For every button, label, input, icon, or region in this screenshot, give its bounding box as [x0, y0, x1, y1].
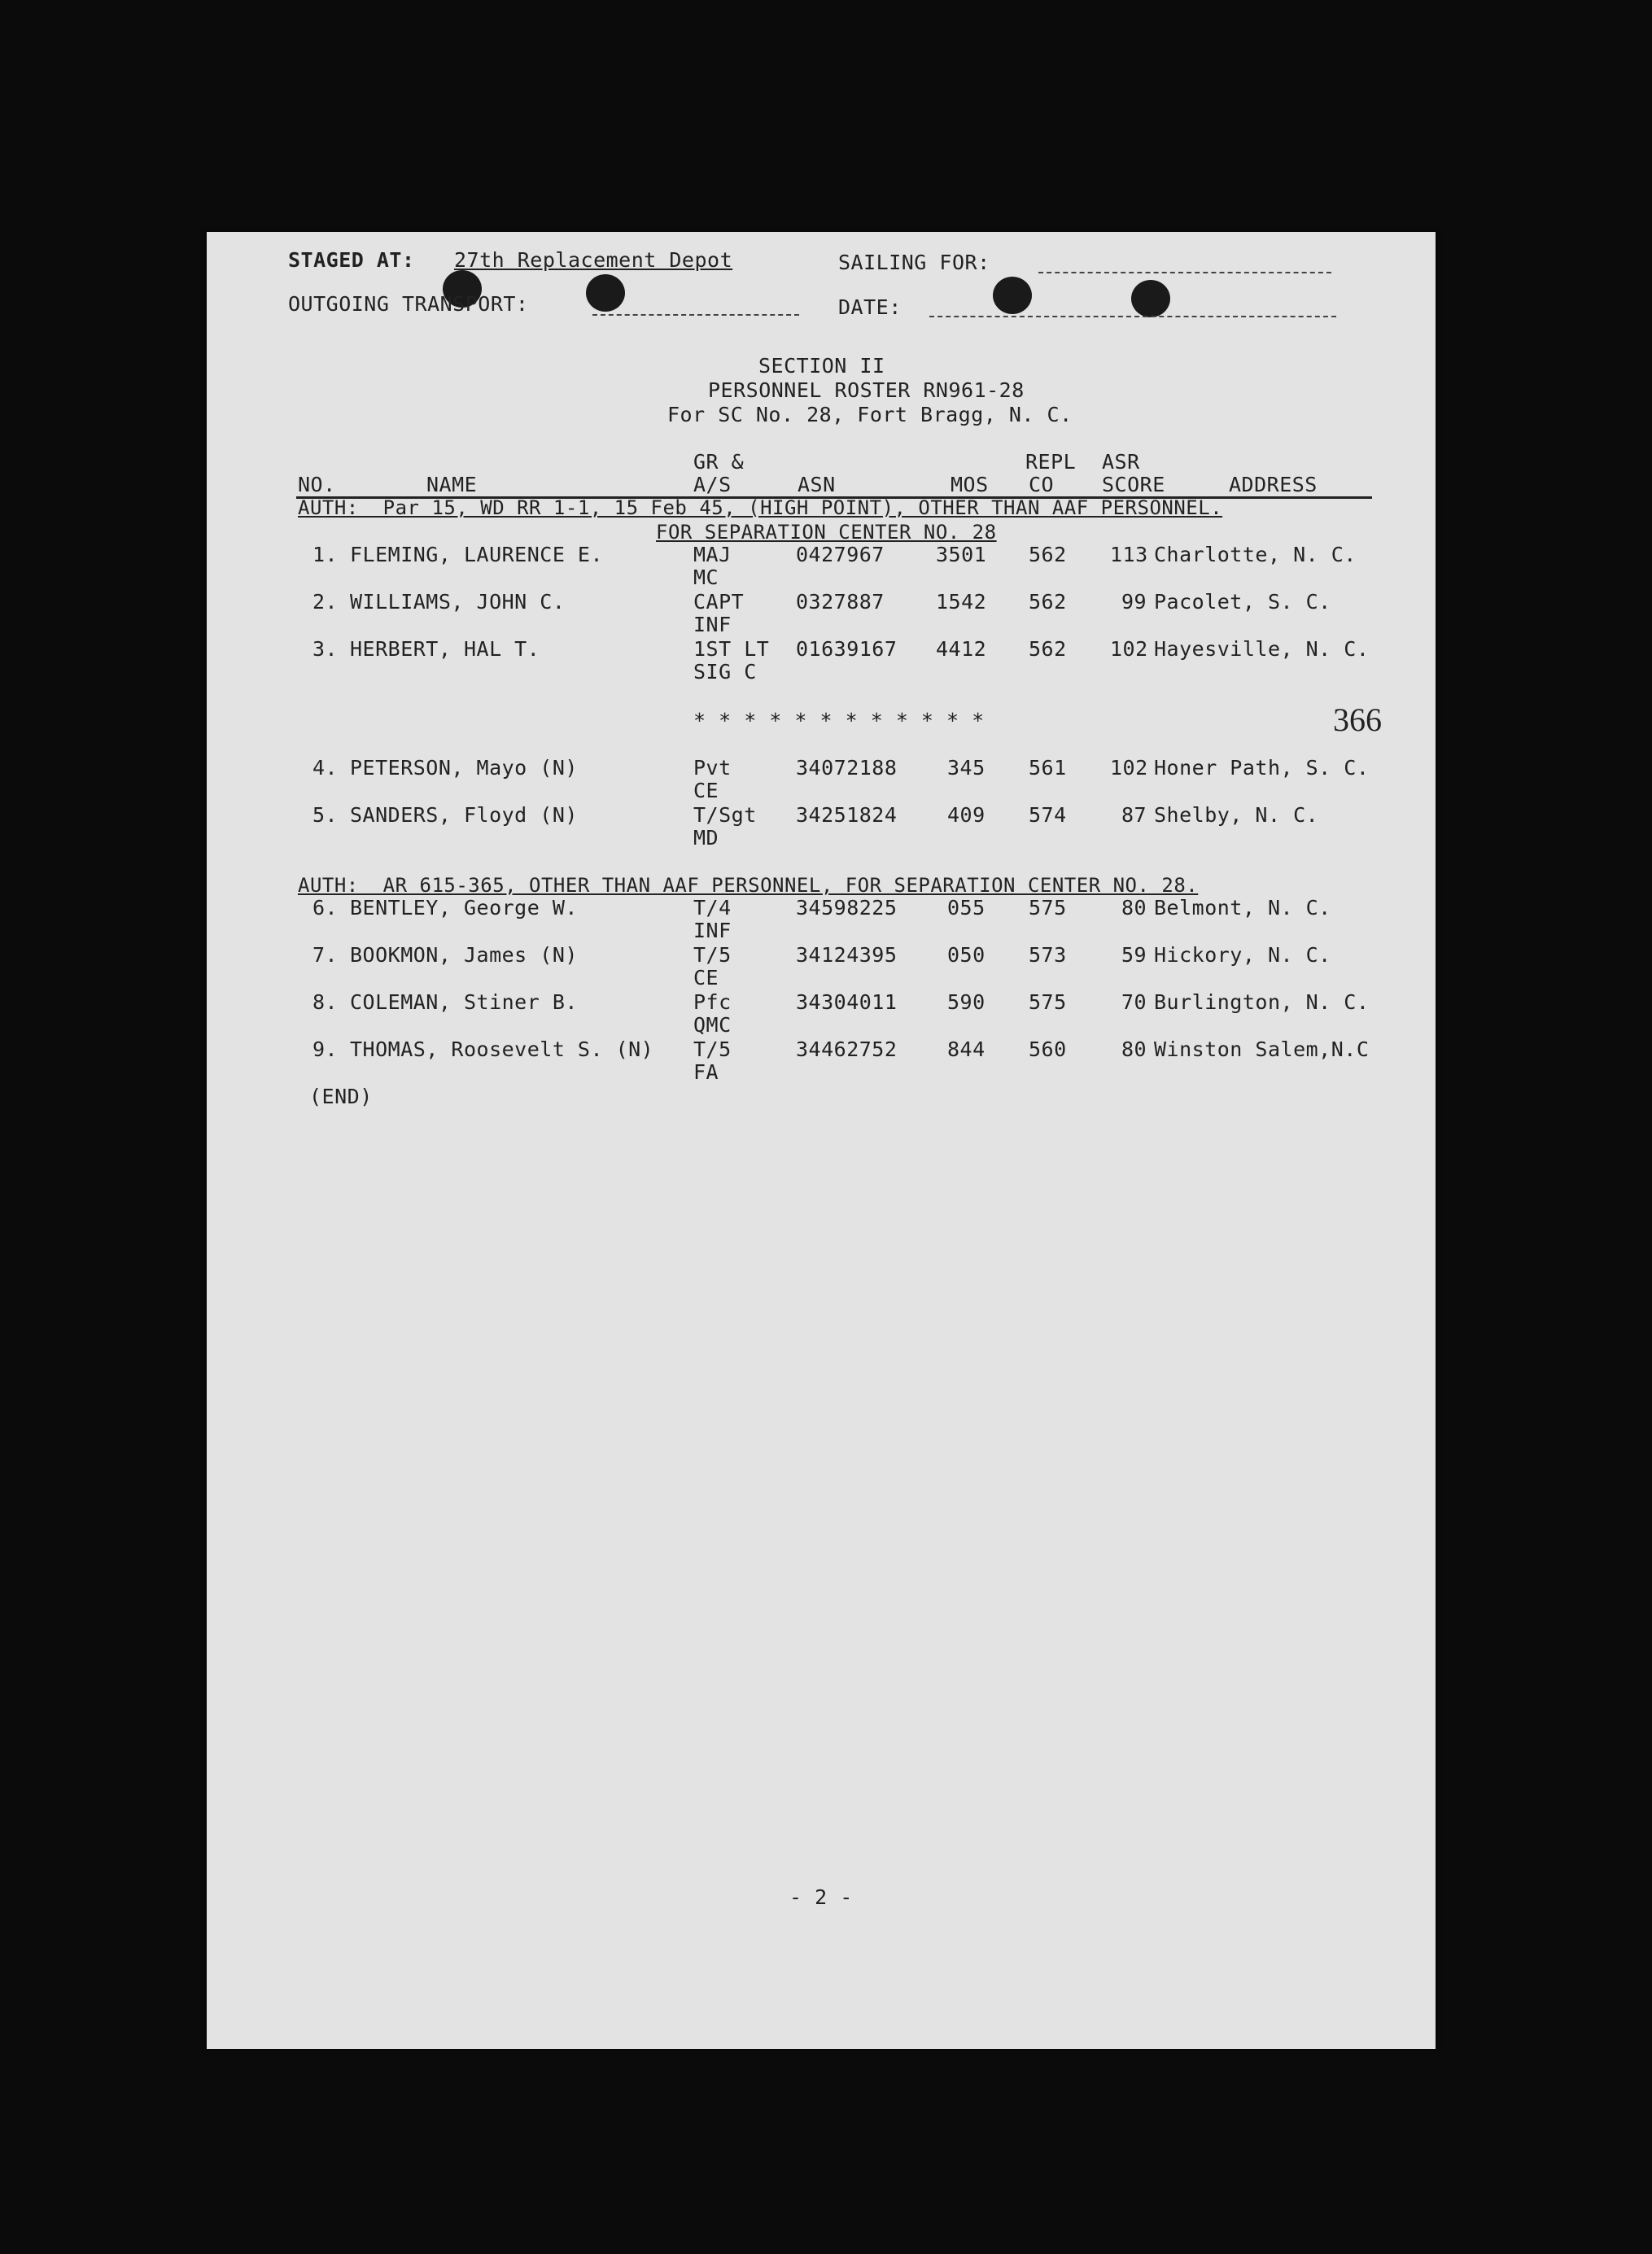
row-name: COLEMAN, Stiner B. — [350, 990, 578, 1014]
row-arm-service: CE — [693, 779, 719, 802]
row-arm-service: INF — [693, 613, 732, 636]
row-name: WILLIAMS, JOHN C. — [350, 590, 566, 614]
row-repl-co: 573 — [1029, 943, 1067, 967]
row-asr-score: 70 — [1121, 990, 1147, 1014]
col-no: NO. — [298, 473, 336, 496]
row-no: 5. — [312, 803, 339, 827]
row-asr-score: 102 — [1110, 756, 1148, 780]
row-name: SANDERS, Floyd (N) — [350, 803, 578, 827]
row-name: HERBERT, HAL T. — [350, 637, 540, 661]
row-repl-co: 562 — [1029, 637, 1067, 661]
row-grade: T/5 — [693, 943, 732, 967]
row-name: BOOKMON, James (N) — [350, 943, 578, 967]
row-repl-co: 561 — [1029, 756, 1067, 780]
row-asn: 0427967 — [796, 543, 885, 566]
row-no: 2. — [312, 590, 339, 614]
row-name: THOMAS, Roosevelt S. (N) — [350, 1037, 654, 1061]
row-name: BENTLEY, George W. — [350, 896, 578, 920]
row-no: 8. — [312, 990, 339, 1014]
col-asn: ASN — [798, 473, 836, 496]
row-address: Burlington, N. C. — [1154, 990, 1370, 1014]
row-mos: 050 — [947, 943, 986, 967]
row-address: Pacolet, S. C. — [1154, 590, 1331, 614]
date-blank — [929, 316, 1336, 317]
row-mos: 4412 — [936, 637, 987, 661]
row-asn: 0327887 — [796, 590, 885, 614]
row-no: 4. — [312, 756, 339, 780]
row-grade: CAPT — [693, 590, 745, 614]
row-mos: 844 — [947, 1037, 986, 1061]
row-arm-service: FA — [693, 1060, 719, 1084]
section-title: SECTION II — [758, 354, 885, 378]
col-mos: MOS — [951, 473, 989, 496]
row-grade: MAJ — [693, 543, 732, 566]
col-asr-top: ASR — [1102, 450, 1140, 474]
row-asr-score: 59 — [1121, 943, 1147, 967]
row-grade: Pfc — [693, 990, 732, 1014]
row-arm-service: INF — [693, 919, 732, 942]
row-asr-score: 113 — [1110, 543, 1148, 566]
row-mos: 1542 — [936, 590, 987, 614]
punch-hole-3 — [993, 277, 1032, 314]
row-repl-co: 575 — [1029, 990, 1067, 1014]
row-address: Hayesville, N. C. — [1154, 637, 1370, 661]
row-grade: Pvt — [693, 756, 732, 780]
row-asr-score: 99 — [1121, 590, 1147, 614]
row-grade: T/4 — [693, 896, 732, 920]
row-asn: 34598225 — [796, 896, 898, 920]
staged-at-value: 27th Replacement Depot — [454, 248, 733, 272]
row-asr-score: 80 — [1121, 1037, 1147, 1061]
date-label: DATE: — [838, 295, 902, 319]
row-no: 6. — [312, 896, 339, 920]
row-asn: 34462752 — [796, 1037, 898, 1061]
row-mos: 3501 — [936, 543, 987, 566]
document-page — [207, 232, 1436, 2049]
row-repl-co: 574 — [1029, 803, 1067, 827]
row-repl-co: 562 — [1029, 543, 1067, 566]
row-repl-co: 575 — [1029, 896, 1067, 920]
row-no: 7. — [312, 943, 339, 967]
sailing-for-blank — [1038, 272, 1331, 273]
row-arm-service: MD — [693, 826, 719, 850]
row-repl-co: 562 — [1029, 590, 1067, 614]
end-marker: (END) — [309, 1085, 373, 1108]
col-address: ADDRESS — [1229, 473, 1318, 496]
row-address: Winston Salem,N.C — [1154, 1037, 1370, 1061]
row-asn: 34072188 — [796, 756, 898, 780]
row-asr-score: 87 — [1121, 803, 1147, 827]
outgoing-transport-blank — [592, 314, 799, 316]
row-name: PETERSON, Mayo (N) — [350, 756, 578, 780]
row-mos: 055 — [947, 896, 986, 920]
col-repl-bottom: CO — [1029, 473, 1055, 496]
row-mos: 409 — [947, 803, 986, 827]
page-number: - 2 - — [789, 1885, 853, 1909]
sailing-for-label: SAILING FOR: — [838, 251, 990, 274]
row-grade: T/5 — [693, 1037, 732, 1061]
row-no: 1. — [312, 543, 339, 566]
punch-hole-2 — [586, 274, 625, 312]
stamped-number: 366 — [1333, 701, 1382, 738]
row-grade: 1ST LT — [693, 637, 770, 661]
row-arm-service: MC — [693, 566, 719, 589]
col-asr-bottom: SCORE — [1102, 473, 1165, 496]
row-address: Honer Path, S. C. — [1154, 756, 1370, 780]
row-name: FLEMING, LAURENCE E. — [350, 543, 604, 566]
outgoing-transport-label: OUTGOING TRANSPORT: — [288, 292, 529, 316]
row-repl-co: 560 — [1029, 1037, 1067, 1061]
row-asn: 34251824 — [796, 803, 898, 827]
punch-hole-4 — [1131, 280, 1170, 317]
row-arm-service: SIG C — [693, 660, 757, 684]
row-grade: T/Sgt — [693, 803, 757, 827]
roster-location: For SC No. 28, Fort Bragg, N. C. — [667, 403, 1073, 426]
col-repl-top: REPL — [1025, 450, 1077, 474]
separator-stars: * * * * * * * * * * * * — [693, 709, 985, 732]
auth-line-1: AUTH: Par 15, WD RR 1-1, 15 Feb 45, (HIGH POINT), OTHER THAN AAF PERSONNEL. — [298, 496, 1223, 519]
auth-line-2: FOR SEPARATION CENTER NO. 28 — [656, 521, 997, 544]
row-address: Shelby, N. C. — [1154, 803, 1319, 827]
row-address: Belmont, N. C. — [1154, 896, 1331, 920]
row-no: 9. — [312, 1037, 339, 1061]
row-asn: 34304011 — [796, 990, 898, 1014]
row-arm-service: QMC — [693, 1013, 732, 1037]
col-gr-top: GR & — [693, 450, 745, 474]
row-address: Charlotte, N. C. — [1154, 543, 1357, 566]
col-name: NAME — [426, 473, 478, 496]
row-no: 3. — [312, 637, 339, 661]
row-address: Hickory, N. C. — [1154, 943, 1331, 967]
auth-line-3: AUTH: AR 615-365, OTHER THAN AAF PERSONNEL, FOR SEPARATION CENTER NO. 28. — [298, 874, 1199, 897]
row-mos: 345 — [947, 756, 986, 780]
row-arm-service: CE — [693, 966, 719, 989]
row-mos: 590 — [947, 990, 986, 1014]
roster-title: PERSONNEL ROSTER RN961-28 — [708, 378, 1025, 402]
row-asr-score: 80 — [1121, 896, 1147, 920]
row-asr-score: 102 — [1110, 637, 1148, 661]
row-asn: 01639167 — [796, 637, 898, 661]
col-gr-bottom: A/S — [693, 473, 732, 496]
row-asn: 34124395 — [796, 943, 898, 967]
staged-at-label: STAGED AT: — [288, 248, 415, 272]
